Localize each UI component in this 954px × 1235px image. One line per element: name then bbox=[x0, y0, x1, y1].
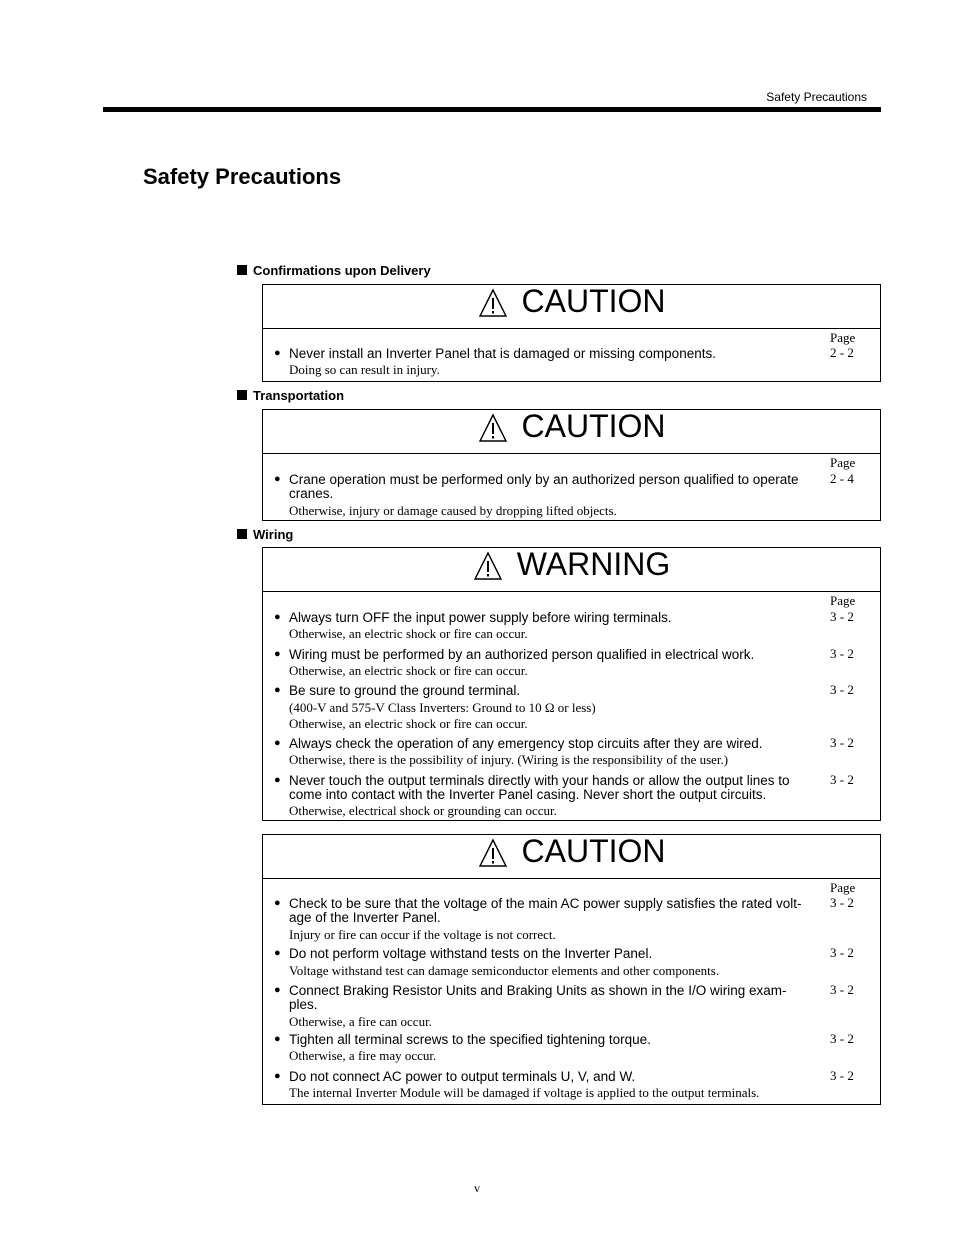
page-reference: 3 - 2 bbox=[830, 609, 854, 624]
warning-triangle-icon bbox=[478, 288, 508, 318]
section-heading-wiring: Wiring bbox=[237, 527, 293, 542]
bullet-icon: ● bbox=[274, 347, 281, 359]
header-rule bbox=[103, 107, 881, 112]
caution-box-confirmations: CAUTION Page ● Never install an Inverter Panel that is damaged or missing components. Doing so can result in injury. 2 - 2 bbox=[262, 284, 881, 382]
square-bullet-icon bbox=[237, 529, 247, 539]
square-bullet-icon bbox=[237, 390, 247, 400]
bullet-icon: ● bbox=[274, 648, 281, 660]
page-reference: 2 - 2 bbox=[830, 345, 854, 360]
caution-label: CAUTION bbox=[521, 833, 666, 869]
warning-label: WARNING bbox=[516, 546, 671, 582]
caution-label: CAUTION bbox=[521, 283, 666, 319]
page-reference: 2 - 4 bbox=[830, 471, 854, 486]
bullet-icon: ● bbox=[274, 947, 281, 959]
page-reference: 3 - 2 bbox=[830, 982, 854, 997]
page-column-label: Page bbox=[830, 880, 856, 895]
bullet-icon: ● bbox=[274, 684, 281, 696]
page-reference: 3 - 2 bbox=[830, 945, 854, 960]
warning-box-header bbox=[263, 548, 880, 592]
page-reference: 3 - 2 bbox=[830, 1068, 854, 1083]
page-column-label: Page bbox=[830, 455, 856, 470]
page-column-label: Page bbox=[830, 330, 856, 345]
bullet-icon: ● bbox=[274, 611, 281, 623]
warning-box-wiring: WARNING Page ● Always turn OFF the input power supply before wiring terminals. Otherwise, an electric shock or fire can occur. 3 - 2 ● Wiring must be performed by an authorized person qualified in electrical work. Otherwise, an electric shock or fire can occur. 3 - 2 ● Be sure to ground the ground terminal. (400-V and 575-V Class Inverters: Ground to 10 Ω or less) Otherwise, an electric shock or fire can occur. 3 - 2 ● Always check the operation of any emergency stop circuits after they are wired. Otherwise, there is the possibility of injury. (Wiring is the responsibility of the user.) 3 - 2 ● Never touch the output terminals directly with your hands or allow the output lines to come into contact with the Inverter Panel casing. Never short the output circuits. Otherwise, electrical shock or grounding can occur. 3 - 2 bbox=[262, 547, 881, 821]
warning-triangle-icon bbox=[478, 413, 508, 443]
page-reference: 3 - 2 bbox=[830, 772, 854, 787]
page-number: v bbox=[474, 1181, 480, 1195]
bullet-icon: ● bbox=[274, 737, 281, 749]
square-bullet-icon bbox=[237, 265, 247, 275]
bullet-icon: ● bbox=[274, 1070, 281, 1082]
caution-box-header bbox=[263, 410, 880, 454]
warning-triangle-icon bbox=[473, 551, 503, 581]
caution-box-wiring: CAUTION Page ● Check to be sure that the voltage of the main AC power supply satisfies the rated volt-age of the Inverter Panel. Injury or fire can occur if the voltage is not correct. 3 - 2 ● Do not perform voltage withstand tests on the Inverter Panel. Voltage withstand test can damage semiconductor elements and other components. 3 - 2 ● Connect Braking Resistor Units and Braking Units as shown in the I/O wiring exam-ples. Otherwise, a fire can occur. 3 - 2 ● Tighten all terminal screws to the specified tightening torque. Otherwise, a fire may occur. 3 - 2 ● Do not connect AC power to output terminals U, V, and W. The internal Inverter Module will be damaged if voltage is applied to the output terminals. 3 - 2 bbox=[262, 834, 881, 1105]
section-heading-transportation: Transportation bbox=[237, 388, 344, 403]
section-heading-confirmations: Confirmations upon Delivery bbox=[237, 263, 431, 278]
page-title: Safety Precautions bbox=[143, 164, 342, 189]
caution-box-transportation: CAUTION Page ● Crane operation must be performed only by an authorized person qualified to operate cranes. Otherwise, injury or damage caused by dropping lifted objects. 2 - 4 bbox=[262, 409, 881, 521]
running-header: Safety Precautions bbox=[766, 90, 867, 104]
caution-box-header bbox=[263, 285, 880, 329]
page-reference: 3 - 2 bbox=[830, 895, 854, 910]
warning-triangle-icon bbox=[478, 838, 508, 868]
page-reference: 3 - 2 bbox=[830, 735, 854, 750]
bullet-icon: ● bbox=[274, 473, 281, 485]
caution-box-header bbox=[263, 835, 880, 879]
bullet-icon: ● bbox=[274, 774, 281, 786]
page-reference: 3 - 2 bbox=[830, 682, 854, 697]
page-reference: 3 - 2 bbox=[830, 1031, 854, 1046]
bullet-icon: ● bbox=[274, 897, 281, 909]
caution-label: CAUTION bbox=[521, 408, 666, 444]
bullet-icon: ● bbox=[274, 1033, 281, 1045]
page-column-label: Page bbox=[830, 593, 856, 608]
bullet-icon: ● bbox=[274, 984, 281, 996]
page-reference: 3 - 2 bbox=[830, 646, 854, 661]
